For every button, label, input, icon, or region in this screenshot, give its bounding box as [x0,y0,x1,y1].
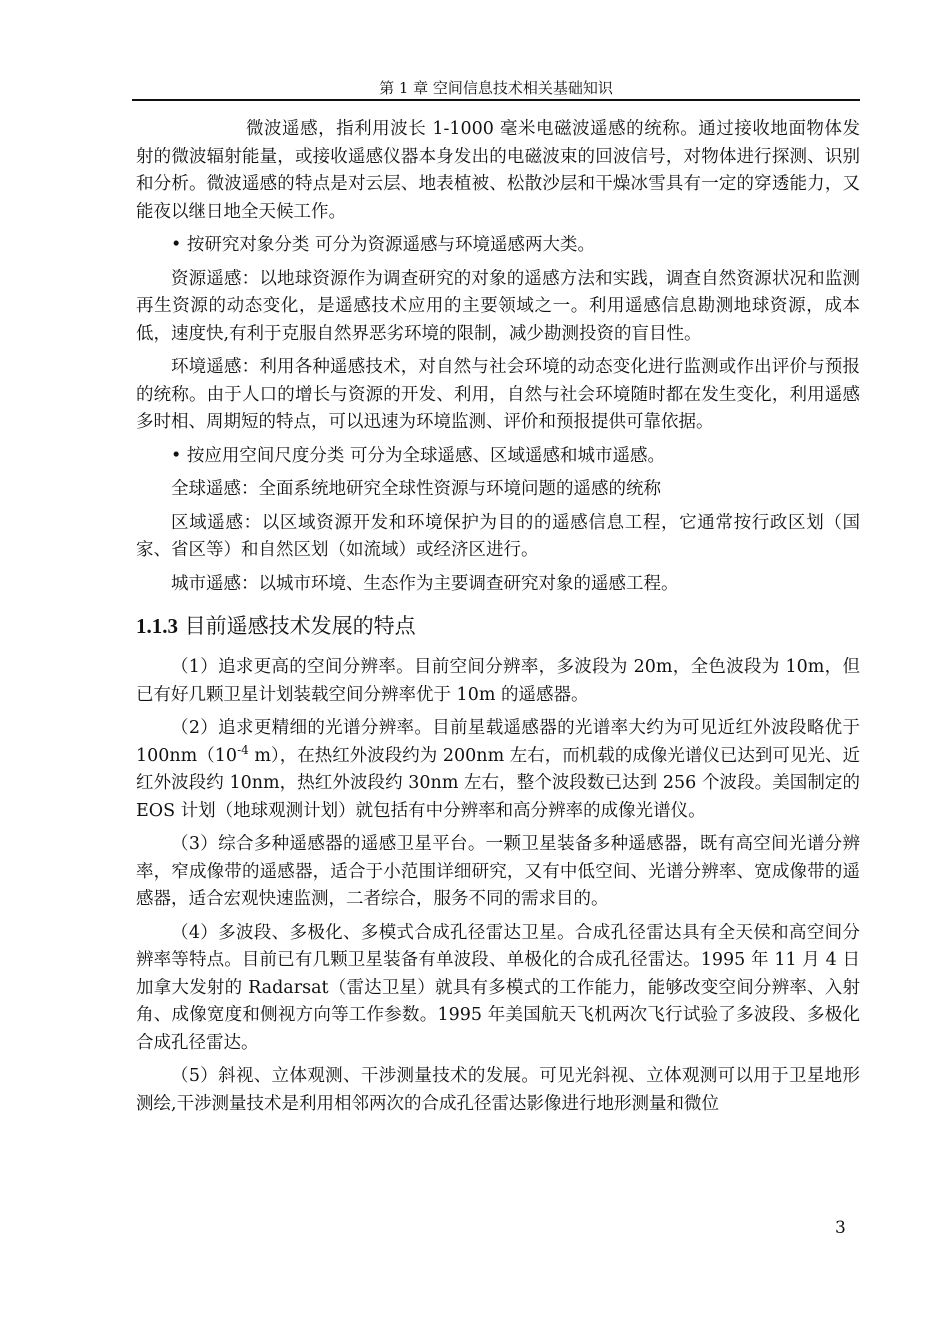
paragraph-microwave-remote-sensing: 微波遥感，指利用波长 1-1000 毫米电磁波遥感的统称。通过接收地面物体发射的微波辐射能量，或接收遥感仪器本身发出的电磁波束的回波信号，对物体进行探测、识别和分析。微波遥感的特点是对云层、地表植被、松散沙层和干燥冰雪具有一定的穿透能力，又能夜以继日地全天候工作。 [136,119,860,222]
bullet-by-research-object: • 按研究对象分类 可分为资源遥感与环境遥感两大类。 [171,235,595,255]
paragraph-item-4: （4）多波段、多极化、多模式合成孔径雷达卫星。合成孔径雷达具有全天侯和高空间分辨率等特点。目前已有几颗卫星装备有单波段、单极化的合成孔径雷达。1995 年 11 月 4 日加拿大发射的 Radarsat（雷达卫星）就具有多模式的工作能力，能够改变空间分辨率、入射角、成像宽度和侧视方向等工作参数。1995 年美国航天飞机两次飞行试验了多波段、多极化合成孔径雷达。 [136,922,860,1053]
page-number: 3 [835,1218,846,1238]
paragraph-item-3: （3）综合多种遥感器的遥感卫星平台。一颗卫星装备多种遥感器，既有高空间光谱分辨率，窄成像带的遥感器，适合于小范围详细研究，又有中低空间、光谱分辨率、宽成像带的遥感器，适合宏观快速监测，二者综合，服务不同的需求目的。 [136,834,860,909]
section-heading [136,612,860,640]
paragraph-item-1: （1）追求更高的空间分辨率。目前空间分辨率，多波段为 20m，全色波段为 10m，但已有好几颗卫星计划装载空间分辨率优于 10m 的遥感器。 [136,657,860,705]
section-title: 目前遥感技术发展的特点 [178,614,416,638]
section-number: 1.1.3 [136,614,178,638]
running-header: 第 1 章 空间信息技术相关基础知识 [379,79,613,97]
paragraph-item-5: （5）斜视、立体观测、干涉测量技术的发展。可见光斜视、立体观测可以用于卫星地形测绘,干涉测量技术是利用相邻两次的合成孔径雷达影像进行地形测量和微位 [136,1066,860,1114]
paragraph-regional-remote-sensing: 区域遥感：以区域资源开发和环境保护为目的的遥感信息工程，它通常按行政区划（国家、省区等）和自然区划（如流域）或经济区进行。 [136,512,860,560]
paragraph-global-remote-sensing: 全球遥感：全面系统地研究全球性资源与环境问题的遥感的统称 [171,479,661,499]
paragraph-resource-remote-sensing: 资源遥感：以地球资源作为调查研究的对象的遥感方法和实践，调查自然资源状况和监测再生资源的动态变化，是遥感技术应用的主要领域之一。利用遥感信息勘测地球资源，成本低，速度快,有利于克服自然界恶劣环境的限制，减少勘测投资的盲目性。 [136,268,860,344]
header-rule [132,99,860,101]
paragraph-urban-remote-sensing: 城市遥感：以城市环境、生态作为主要调查研究对象的遥感工程。 [171,573,679,594]
bullet-by-spatial-scale: • 按应用空间尺度分类 可分为全球遥感、区域遥感和城市遥感。 [171,445,665,466]
paragraph-item-2 [136,715,860,825]
paragraph-item-2-part-a: （2）追求更精细的光谱分辨率。目前星载遥感器的光谱率大约为可见近红外波段略优于 100nm（10 [136,718,860,766]
superscript-exponent: -4 [237,742,249,757]
page-body [136,116,860,1118]
paragraph-environment-remote-sensing: 环境遥感：利用各种遥感技术，对自然与社会环境的动态变化进行监测或作出评价与预报的统称。由于人口的增长与资源的开发、利用，自然与社会环境随时都在发生变化，利用遥感多时相、周期短的特点，可以迅速为环境监测、评价和预报提供可靠依据。 [136,357,860,432]
paragraph-item-2-part-b: m），在热红外波段约为 200nm 左右，而机载的成像光谱仪已达到可见光、近红外波段约 10nm，热红外波段约 30nm 左右，整个波段数已达到 256 个波段。美国制定的 EOS 计划（地球观测计划）就包括有中分辨率和高分辨率的成像光谱仪。 [136,745,860,821]
